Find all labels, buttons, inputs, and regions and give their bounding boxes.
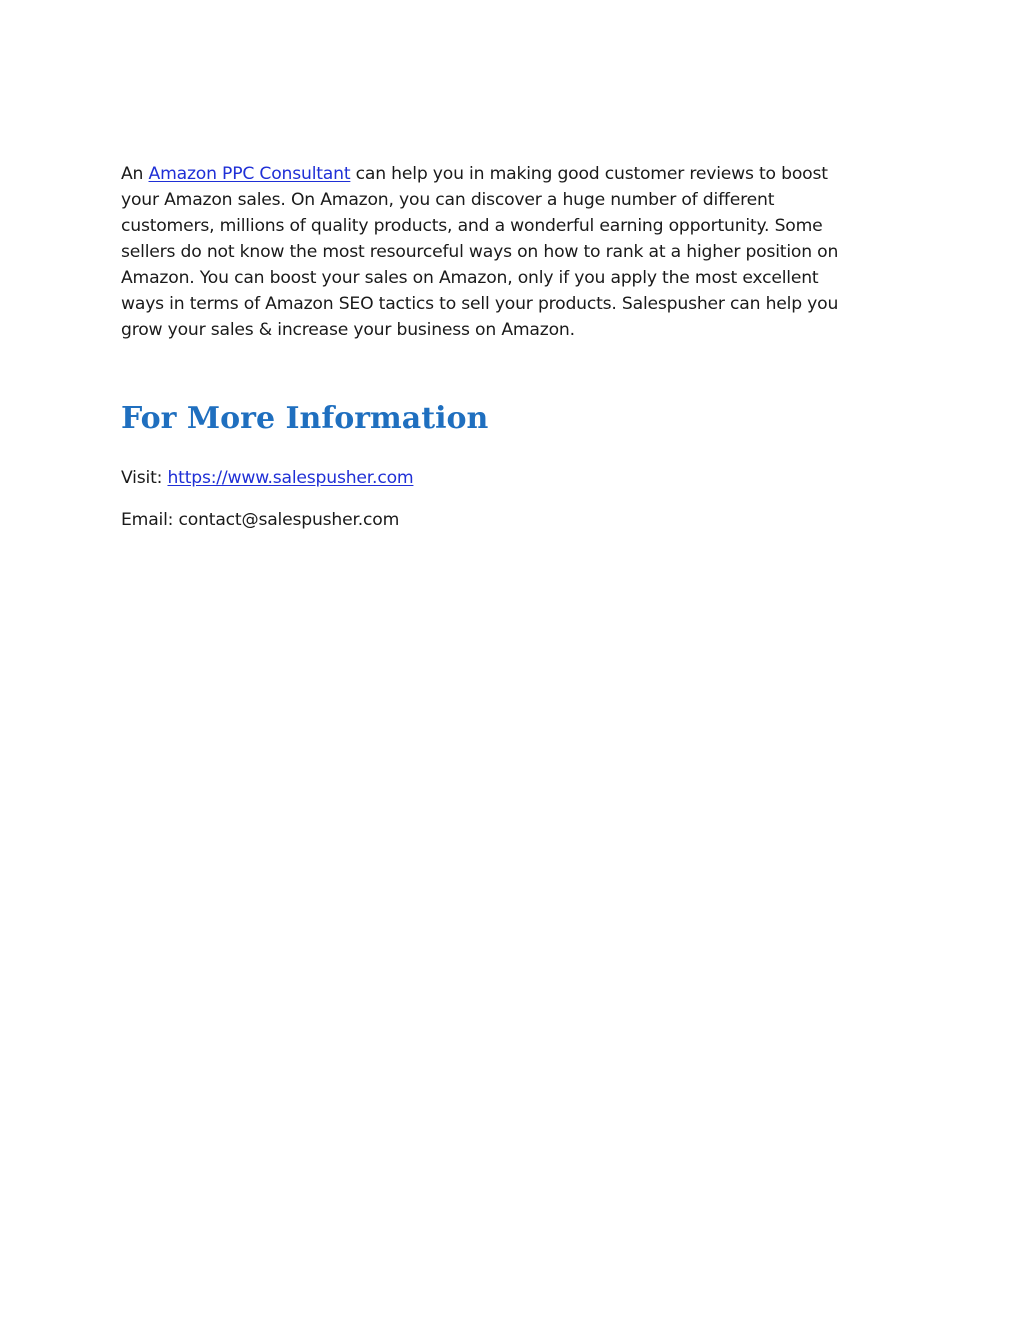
intro-line-6: ways in terms of Amazon SEO tactics to sell your products. Salespusher can help you bbox=[121, 294, 839, 314]
intro-line-4: sellers do not know the most resourceful ways on how to rank at a higher position on bbox=[121, 242, 839, 262]
amazon-ppc-consultant-link[interactable]: Amazon PPC Consultant bbox=[148, 164, 351, 184]
salespusher-website-link[interactable]: https://www.salespusher.com bbox=[167, 468, 414, 488]
intro-line-3: customers, millions of quality products, and a wonderful earning opportunity. Some bbox=[121, 216, 823, 236]
intro-line-2: your Amazon sales. On Amazon, you can discover a huge number of different bbox=[121, 190, 775, 210]
intro-line-1-prefix: An bbox=[121, 164, 149, 184]
intro-paragraph bbox=[121, 161, 896, 343]
intro-line-1-suffix: can help you in making good customer reviews to boost bbox=[350, 164, 828, 184]
email-line: Email: contact@salespusher.com bbox=[121, 510, 400, 530]
visit-line bbox=[121, 465, 413, 491]
for-more-information-heading: For More Information bbox=[121, 401, 489, 436]
document-content bbox=[121, 161, 896, 530]
intro-line-7: grow your sales & increase your business on Amazon. bbox=[121, 320, 575, 340]
intro-line-1 bbox=[121, 161, 896, 187]
intro-line-5: Amazon. You can boost your sales on Amazon, only if you apply the most excellent bbox=[121, 268, 819, 288]
visit-label: Visit: bbox=[121, 468, 168, 488]
